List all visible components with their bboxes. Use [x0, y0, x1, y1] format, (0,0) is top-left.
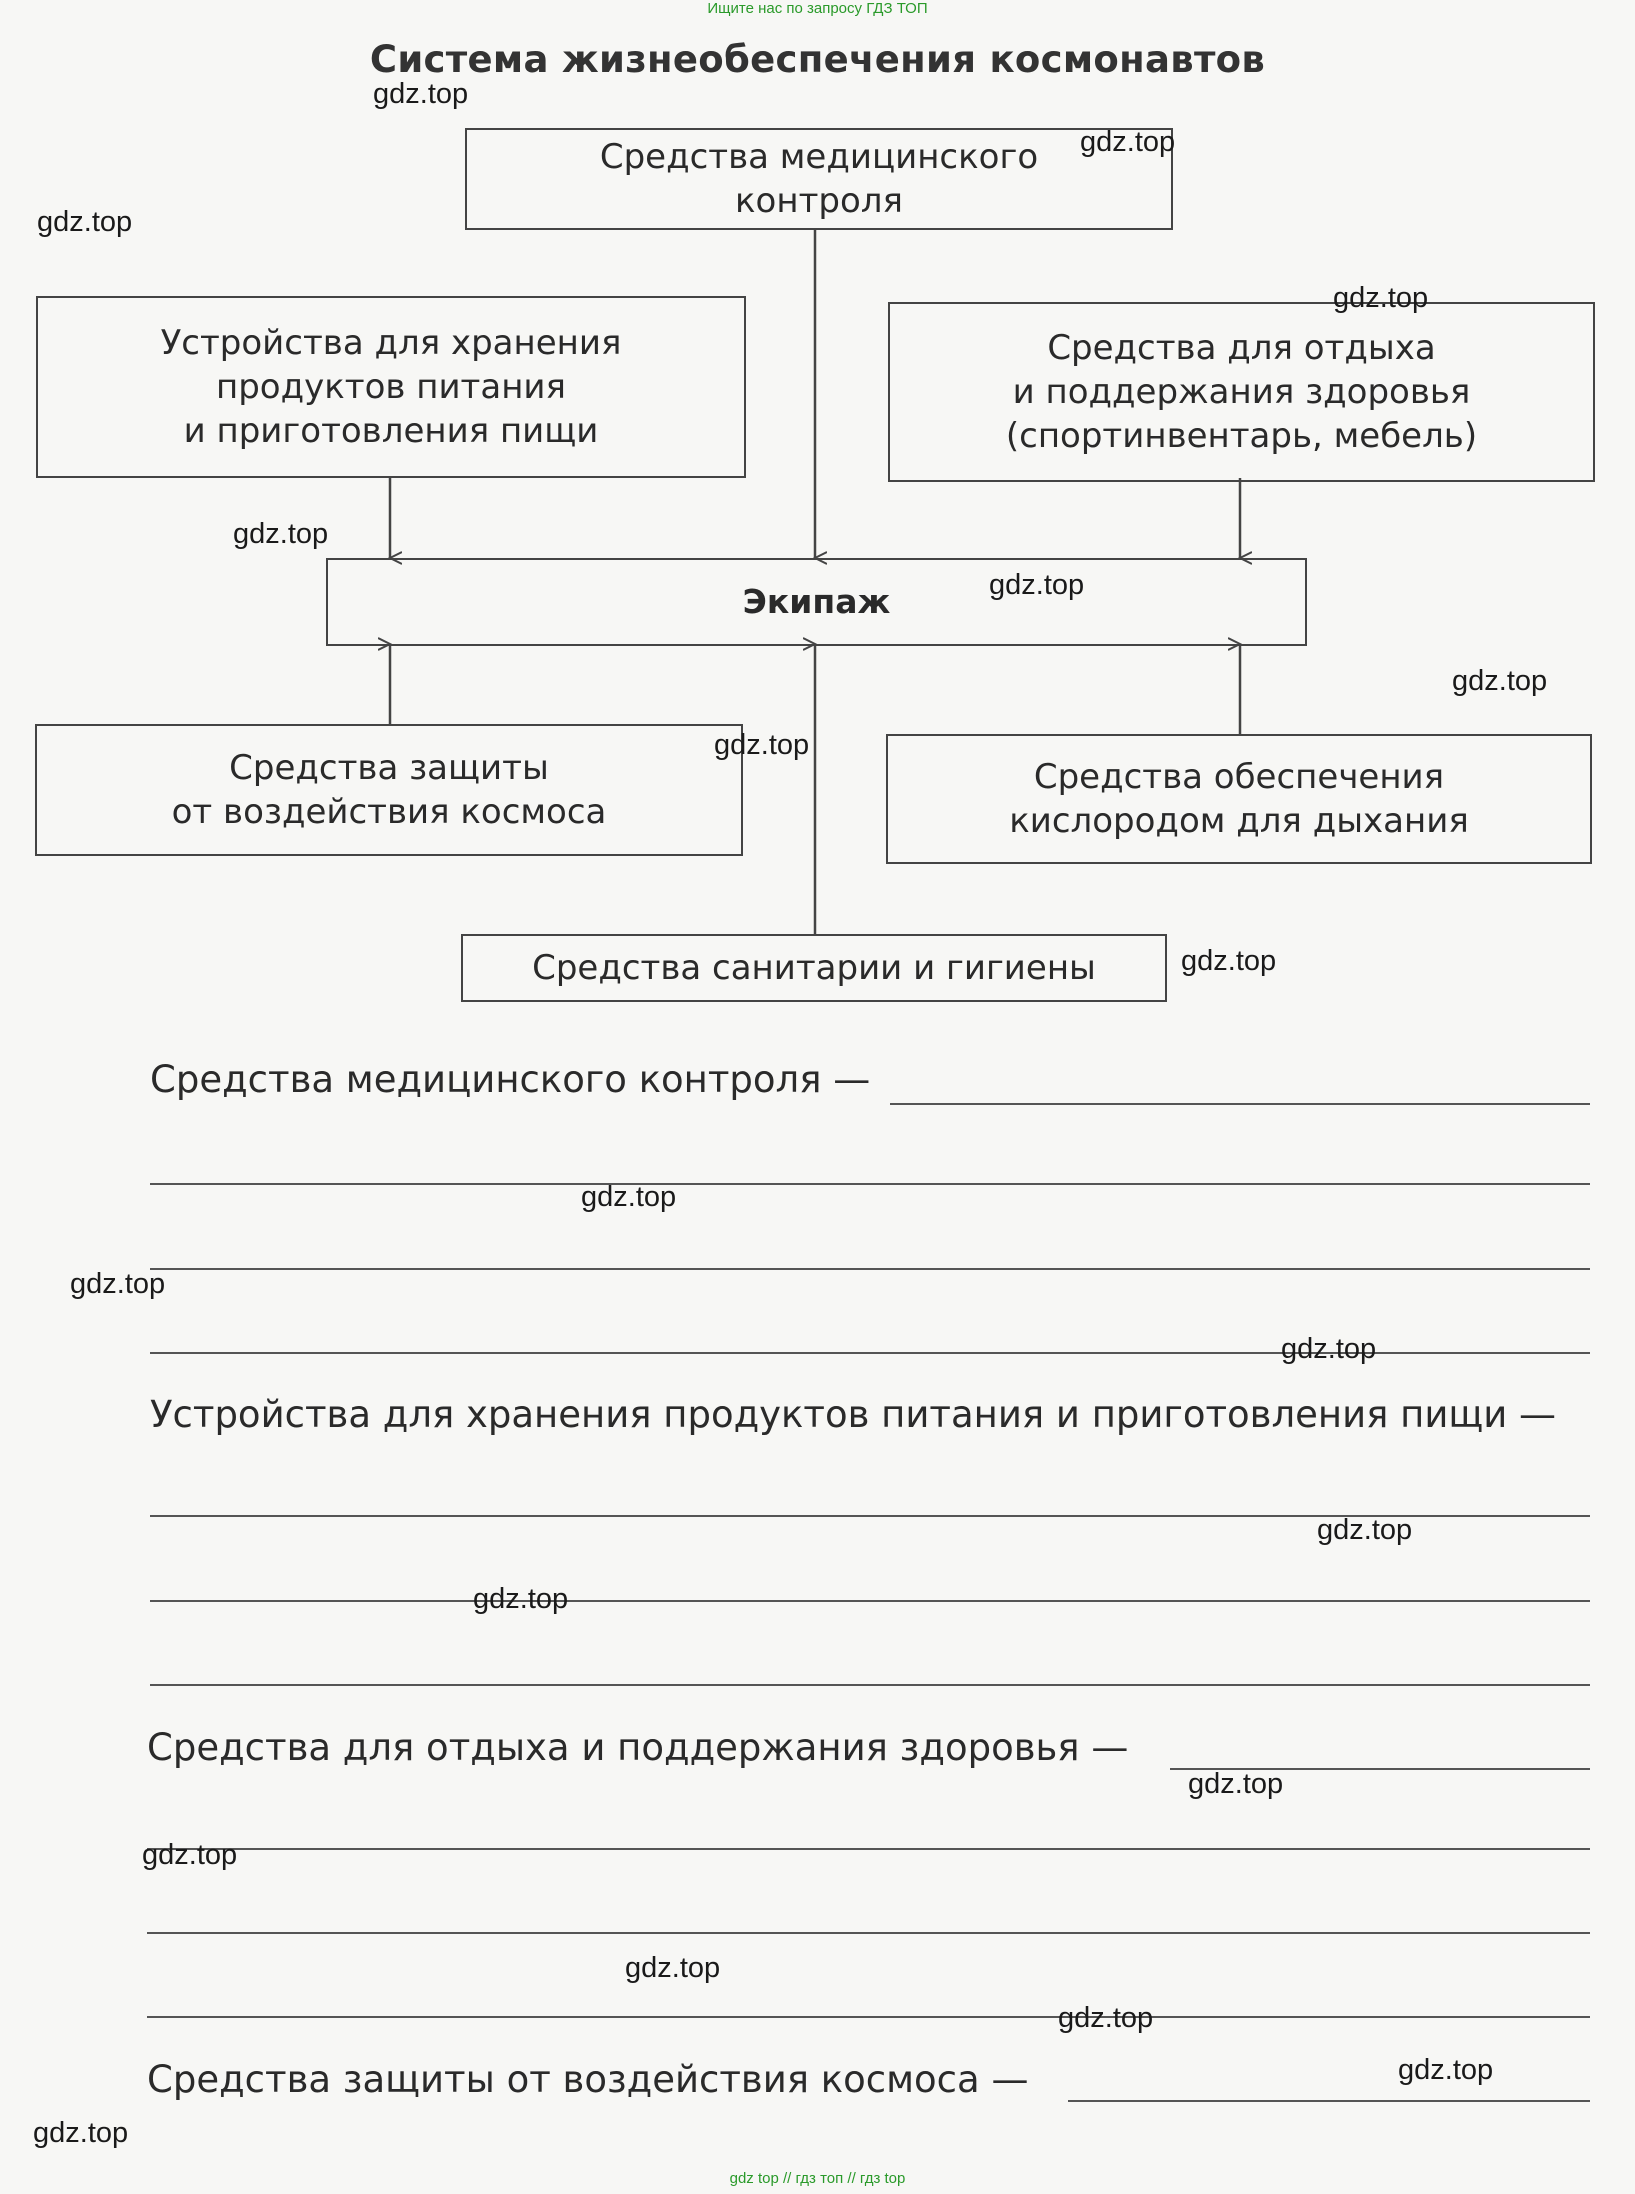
box-space-protection [35, 724, 743, 856]
box-rest-line: и поддержания здоровья [1012, 372, 1471, 412]
question-food-storage: Устройства для хранения продуктов питания и приготовления пищи — [150, 1393, 1557, 1436]
answer-line[interactable] [150, 1684, 1590, 1686]
box-rest-line: Средства для отдыха [1047, 328, 1436, 368]
watermark: gdz.top [1452, 665, 1548, 697]
box-sanitary-label: Средства санитарии и гигиены [532, 948, 1096, 988]
watermark: gdz.top [33, 2117, 129, 2149]
box-food-storage [36, 296, 746, 478]
box-oxygen-line: Средства обеспечения [1033, 757, 1445, 797]
answer-line[interactable] [147, 2016, 1590, 2018]
answer-line[interactable] [150, 1268, 1590, 1270]
box-protection-line: от воздействия космоса [171, 792, 607, 832]
watermark: gdz.top [1398, 2054, 1494, 2086]
page-title: Система жизнеобеспечения космонавтов [369, 38, 1266, 81]
answer-line[interactable] [1068, 2100, 1590, 2102]
watermark: gdz.top [1188, 1768, 1284, 1800]
answer-line[interactable] [147, 1932, 1590, 1934]
box-rest-line: (спортинвентарь, мебель) [1005, 416, 1478, 456]
watermark: gdz.top [373, 78, 469, 110]
footer-links[interactable]: gdz top // гдз топ // гдз top [729, 2170, 906, 2187]
box-crew [326, 558, 1307, 646]
box-medical-line: Средства медицинского [599, 137, 1039, 177]
question-space-protection: Средства защиты от воздействия космоса — [147, 2058, 1029, 2101]
watermark: gdz.top [473, 1583, 569, 1615]
box-medical-line: контроля [735, 181, 903, 221]
box-food-line: Устройства для хранения [160, 323, 622, 363]
watermark: gdz.top [142, 1839, 238, 1871]
watermark: gdz.top [1058, 2002, 1154, 2034]
box-protection-line: Средства защиты [229, 748, 549, 788]
question-medical-control: Средства медицинского контроля — [150, 1058, 871, 1101]
watermark: gdz.top [1333, 282, 1429, 314]
watermark: gdz.top [1281, 1333, 1377, 1365]
search-hint-link[interactable]: Ищите нас по запросу ГДЗ ТОП [707, 0, 928, 17]
answer-line[interactable] [150, 1183, 1590, 1185]
watermark: gdz.top [625, 1952, 721, 1984]
box-medical-control [465, 126, 1176, 230]
watermark: gdz.top [1317, 1514, 1413, 1546]
question-rest-health: Средства для отдыха и поддержания здоровья — [147, 1726, 1129, 1769]
box-crew-label: Экипаж [742, 582, 891, 621]
watermark: gdz.top [1080, 126, 1176, 158]
box-food-line: и приготовления пищи [183, 411, 599, 451]
answer-line[interactable] [890, 1103, 1590, 1105]
watermark: gdz.top [70, 1268, 166, 1300]
watermark: gdz.top [1181, 945, 1277, 977]
watermark: gdz.top [233, 518, 329, 550]
box-rest-health [888, 302, 1595, 482]
watermark: gdz.top [989, 569, 1085, 601]
box-oxygen-line: кислородом для дыхания [1009, 801, 1469, 841]
box-oxygen-supply [886, 734, 1592, 864]
watermark: gdz.top [581, 1181, 677, 1213]
box-food-line: продуктов питания [216, 367, 566, 407]
watermark: gdz.top [37, 206, 133, 238]
watermark: gdz.top [714, 729, 810, 761]
box-sanitary-hygiene [461, 934, 1167, 1002]
answer-line[interactable] [147, 1848, 1590, 1850]
answer-line[interactable] [150, 1600, 1590, 1602]
